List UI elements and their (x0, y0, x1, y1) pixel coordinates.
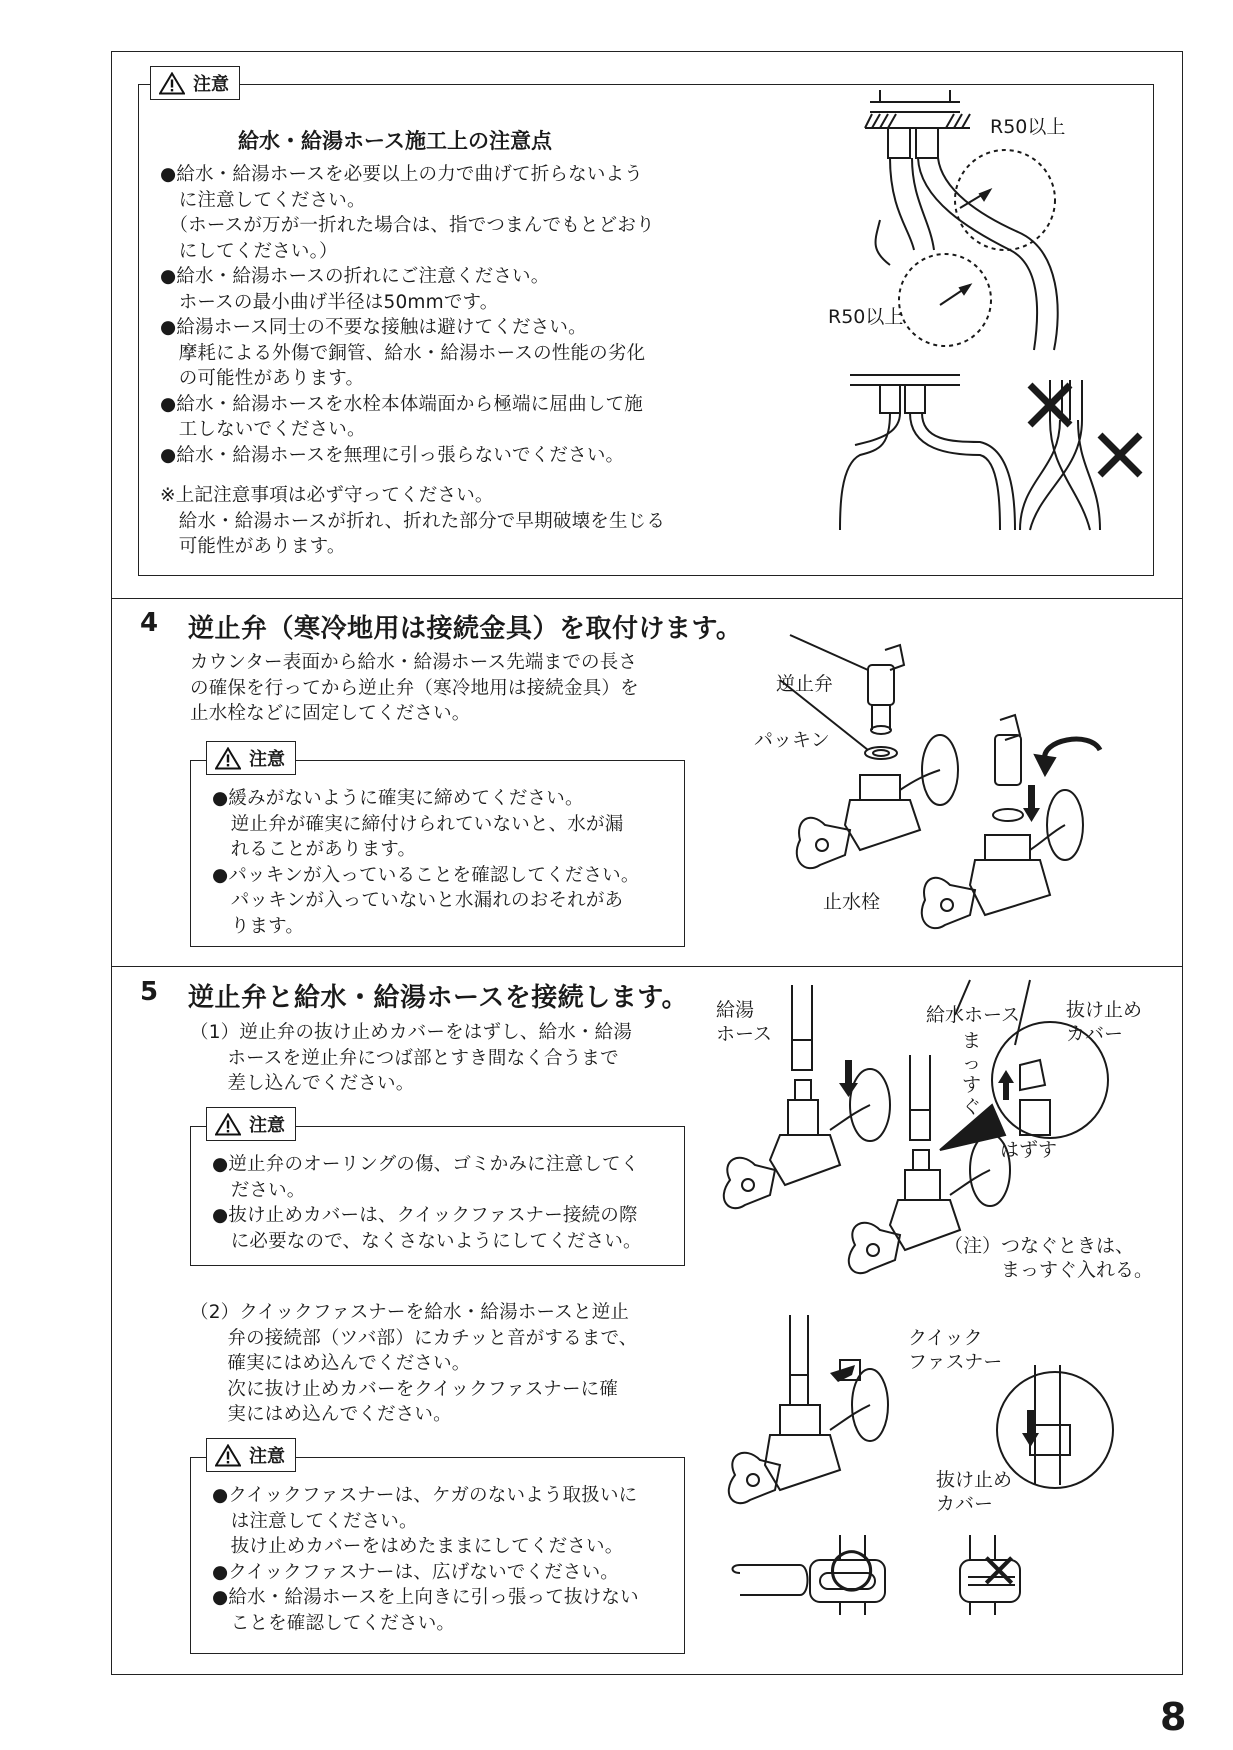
page-number: 8 (1160, 1695, 1187, 1739)
body-line: カウンター表面から給水・給湯ホース先端までの長さ (190, 652, 638, 673)
label-fastener: クイック ファスナー (908, 1327, 1003, 1373)
caution-line: ●給湯ホース同士の不要な接触は避けてください。 (160, 317, 587, 338)
step5-sub2 (190, 1300, 638, 1428)
label-straight: ま っ す ぐ (962, 1030, 982, 1118)
label-packing: パッキン (754, 729, 830, 751)
label-cover2: 抜け止め カバー (936, 1469, 1013, 1515)
step5-caution1-tag (206, 1107, 296, 1141)
caution-label: 注意 (249, 749, 285, 770)
label-note: （注）つなぐときは、 まっすぐ入れる。 (944, 1235, 1154, 1281)
label-stop-valve: 止水栓 (823, 891, 881, 913)
body-line: （1）逆止弁の抜け止めカバーをはずし、給水・給湯 (190, 1022, 633, 1043)
caution-line: 逆止弁が確実に締付けられていないと、水が漏 (212, 813, 624, 835)
label-hot-hose: 給湯 ホース (716, 999, 773, 1045)
caution-line: に必要なので、なくさないようにしてください。 (212, 1230, 642, 1252)
caution-line: の可能性があります。 (160, 368, 365, 389)
caution-line: パッキンが入っていないと水漏れのおそれがあ (212, 890, 624, 911)
body-line: （2）クイックファスナーを給水・給湯ホースと逆止 (190, 1302, 630, 1323)
body-line: ホースを逆止弁につば部とすき間なく合うまで (190, 1047, 619, 1069)
caution-line: ●抜け止めカバーは、クイックファスナー接続の際 (212, 1205, 638, 1226)
label-remove: はずす (1000, 1139, 1058, 1161)
caution-line: ●逆止弁のオーリングの傷、ゴミかみに注意してく (212, 1154, 640, 1175)
note-line: ※上記注意事項は必ず守ってください。 (160, 485, 494, 506)
caution-line: 抜け止めカバーをはめたままにしてください。 (212, 1536, 624, 1557)
step5-caution1-list (212, 1152, 642, 1254)
caution-line: ●クイックファスナーは、広げないでください。 (212, 1561, 620, 1583)
caution-line: ●給水・給湯ホースを上向きに引っ張って抜けない (212, 1587, 639, 1608)
caution-line: （ホースが万が一折れた場合は、指でつまんでもとどおり (160, 215, 655, 236)
caution-line: ります。 (212, 915, 305, 937)
body-line: 差し込んでください。 (190, 1073, 415, 1094)
step4-body (190, 650, 639, 727)
step4-number: 4 (140, 608, 159, 638)
section-divider-2 (111, 966, 1183, 967)
note-line: 可能性があります。 (160, 536, 346, 557)
caution-line: ●給水・給湯ホースの折れにご注意ください。 (160, 266, 550, 287)
body-line: 確実にはめ込んでください。 (190, 1353, 471, 1374)
caution-line: 摩耗による外傷で銅管、給水・給湯ホースの性能の劣化 (160, 342, 646, 364)
step5-caution2-list (212, 1483, 639, 1636)
label-cold-hose: 給水ホース (926, 1004, 1021, 1026)
caution-line: ●緩みがないように確実に締めてください。 (212, 788, 584, 809)
caution-label: 注意 (193, 74, 229, 95)
step5-title: 逆止弁と給水・給湯ホースを接続します。 (188, 983, 689, 1013)
caution-line: ●給水・給湯ホースを水栓本体端面から極端に屈曲して施 (160, 393, 643, 415)
ng-mark: × (978, 1540, 1020, 1598)
section-divider-1 (111, 598, 1183, 599)
caution-line: にしてください。） (160, 240, 338, 262)
step5-number: 5 (140, 977, 159, 1007)
radius-label-top: R50以上 (990, 116, 1066, 138)
caution-line: ●クイックファスナーは、ケガのないよう取扱いに (212, 1485, 638, 1506)
label-cover: 抜け止め カバー (1066, 999, 1143, 1045)
step5-caution2-tag (206, 1438, 296, 1472)
body-line: の確保を行ってから逆止弁（寒冷地用は接続金具）を (190, 677, 639, 699)
caution-line: 工しないでください。 (160, 419, 366, 440)
caution-label: 注意 (249, 1446, 285, 1467)
radius-label-bottom: R50以上 (828, 306, 904, 328)
label-check-valve: 逆止弁 (776, 673, 834, 695)
caution-line: に注意してください。 (160, 189, 366, 211)
top-caution-tag (150, 66, 240, 100)
top-caution-note (160, 483, 665, 560)
caution-line: ●給水・給湯ホースを必要以上の力で曲げて折らないよう (160, 164, 643, 185)
caution-line: ホースの最小曲げ半径は50mmです。 (160, 291, 499, 313)
body-line: 次に抜け止めカバーをクイックファスナーに確 (190, 1378, 619, 1400)
body-line: 弁の接続部（ツバ部）にカチッと音がするまで、 (190, 1327, 638, 1349)
caution-line: ●パッキンが入っていることを確認してください。 (212, 864, 640, 886)
caution-line: ことを確認してください。 (212, 1612, 456, 1634)
warning-icon (215, 747, 241, 770)
caution-line: ださい。 (212, 1179, 306, 1201)
step4-caution-list (212, 786, 640, 939)
caution-line: ●給水・給湯ホースを無理に引っ張らないでください。 (160, 444, 625, 466)
ok-mark: ○ (828, 1535, 876, 1598)
hose-bend-illustration (850, 90, 1150, 570)
top-caution-title: 給水・給湯ホース施工上の注意点 (238, 129, 552, 153)
caution-line: れることがあります。 (212, 839, 417, 860)
step4-caution-tag (206, 741, 296, 775)
body-line: 止水栓などに固定してください。 (190, 703, 471, 724)
body-line: 実にはめ込んでください。 (190, 1404, 452, 1425)
warning-icon (215, 1444, 241, 1467)
step4-title: 逆止弁（寒冷地用は接続金具）を取付けます。 (188, 614, 743, 644)
warning-icon (215, 1113, 241, 1136)
caution-line: は注意してください。 (212, 1510, 418, 1532)
step5-sub1 (190, 1020, 632, 1097)
caution-label: 注意 (249, 1115, 285, 1136)
top-caution-list (160, 162, 655, 468)
warning-icon (159, 72, 185, 95)
note-line: 給水・給湯ホースが折れ、折れた部分で早期破壊を生じる (160, 510, 666, 532)
